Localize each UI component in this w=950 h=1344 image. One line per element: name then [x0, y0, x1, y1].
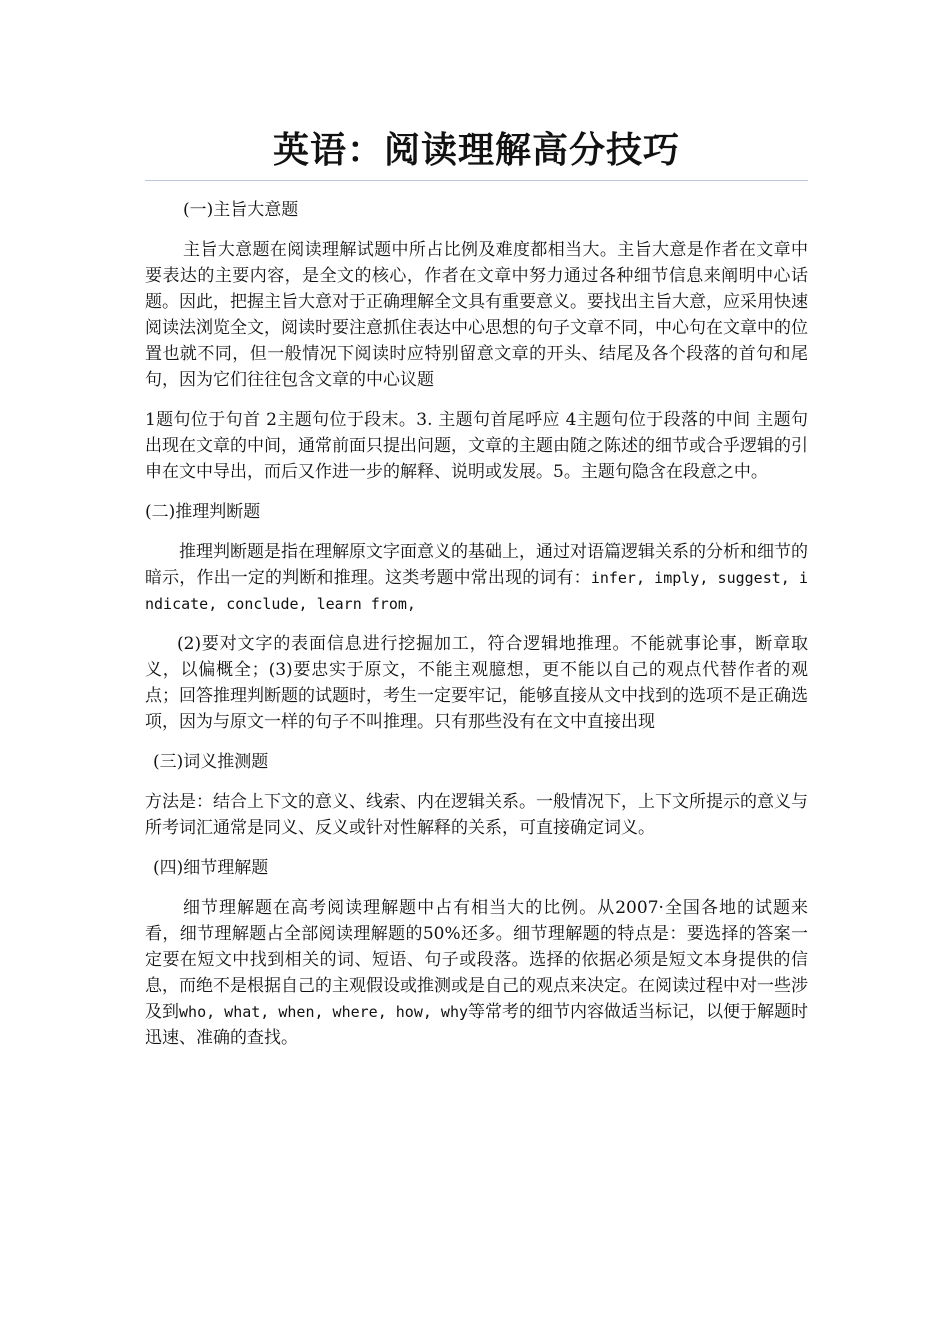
section-3-paragraph-1: 方法是：结合上下文的意义、线索、内在逻辑关系。一般情况下，上下文所提示的意义与所考词汇通常是同义、反义或针对性解释的关系，可直接确定词义。	[145, 792, 808, 838]
page-title: 英语：阅读理解高分技巧	[272, 129, 680, 171]
section-2-paragraph-2: (2)要对文字的表面信息进行挖掘加工，符合逻辑地推理。不能就事论事，断章取义，以偏概全；(3)要忠实于原文，不能主观臆想，更不能以自己的观点代替作者的观点；回答推理判断题的试题时，考生一定要牢记，能够直接从文中找到的选项不是正确选项，因为与原文一样的句子不叫推理。只有那些没有在文中直接出现	[145, 634, 808, 732]
section-heading-3: (三)词义推测题	[153, 752, 269, 772]
section-heading-1: (一)主旨大意题	[183, 200, 299, 220]
section-4-paragraph-1-text: 细节理解题在高考阅读理解题中占有相当大的比例。从2007·全国各地的试题来看，细节理解题占全部阅读理解题的50%还多。细节理解题的特点是：要选择的答案一定要在短文中找到相关的词、短语、句子或段落。选择的依据必须是短文本身提供的信息，而绝不是根据自己的主观假设或推测或是自己的观点来决定。在阅读过程中对一些涉及到	[145, 898, 808, 1022]
section-2-paragraph-1-text: 推理判断题是指在理解原文字面意义的基础上，通过对语篇逻辑关系的分析和细节的暗示，作出一定的判断和推理。这类考题中常出现的词有：	[145, 542, 808, 588]
section-heading-4: (四)细节理解题	[153, 858, 269, 878]
section-heading-2: (二)推理判断题	[145, 502, 261, 522]
section-4-paragraph-1-tail: 等常考的细节内容做适当标记，以便于解题时迅速、准确的查找。	[145, 1002, 809, 1048]
section-2-paragraph-1	[145, 539, 808, 617]
section-4-question-words: who, what, when, where, how, why	[179, 1003, 469, 1021]
section-1-paragraph-1: 主旨大意题在阅读理解试题中所占比例及难度都相当大。主旨大意是作者在文章中要表达的主要内容，是全文的核心，作者在文章中努力通过各种细节信息来阐明中心话题。因此，把握主旨大意对于正确理解全文具有重要意义。要找出主旨大意，应采用快速阅读法浏览全文，阅读时要注意抓住表达中心思想的句子文章不同，中心句在文章中的位置也就不同，但一般情况下阅读时应特别留意文章的开头、结尾及各个段落的首句和尾句，因为它们往往包含文章的中心议题	[145, 240, 808, 390]
section-4-paragraph-1	[145, 895, 808, 1051]
title-divider	[145, 180, 808, 181]
section-2-keyword-list: infer, imply, suggest, indicate, conclude, learn from,	[145, 569, 808, 613]
section-1-paragraph-2: 1题句位于句首 2主题句位于段末。3. 主题句首尾呼应 4主题句位于段落的中间 主题句出现在文章的中间，通常前面只提出问题，文章的主题由随之陈述的细节或合乎逻辑的引申在文中导出，而后又作进一步的解释、说明或发展。5。主题句隐含在段意之中。	[145, 410, 808, 482]
document-page	[145, 120, 808, 1065]
